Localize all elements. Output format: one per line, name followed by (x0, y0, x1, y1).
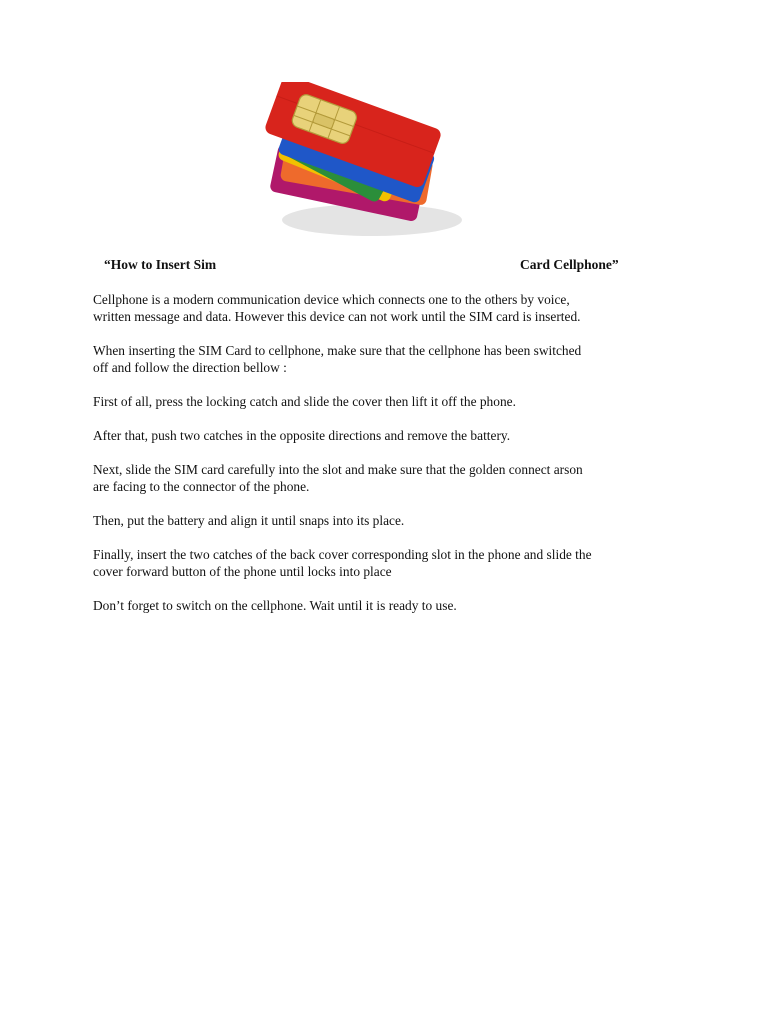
paragraph-line: Don’t forget to switch on the cellphone. Wait until it is ready to use. (93, 598, 457, 613)
paragraph (93, 597, 693, 614)
paragraph-line: Next, slide the SIM card carefully into the slot and make sure that the golden connect arson (93, 462, 583, 477)
paragraph (93, 291, 693, 325)
sim-cards-icon (252, 82, 470, 248)
paragraph (93, 512, 693, 529)
body-text (93, 291, 693, 631)
paragraph (93, 546, 693, 580)
paragraph-line: are facing to the connector of the phone. (93, 479, 310, 494)
paragraph-line: cover forward button of the phone until locks into place (93, 564, 392, 579)
paragraph-line: Cellphone is a modern communication device which connects one to the others by voice, (93, 292, 570, 307)
paragraph (93, 342, 693, 376)
paragraph-line: Then, put the battery and align it until snaps into its place. (93, 513, 405, 528)
paragraph-line: First of all, press the locking catch and slide the cover then lift it off the phone. (93, 394, 516, 409)
document-title-part-1: “How to Insert Sim (104, 257, 217, 272)
paragraph-line: After that, push two catches in the opposite directions and remove the battery. (93, 428, 511, 443)
paragraph-line: Finally, insert the two catches of the back cover corresponding slot in the phone and slide the (93, 547, 592, 562)
document-title-part-2: Card Cellphone” (520, 257, 619, 272)
paragraph-line: When inserting the SIM Card to cellphone, make sure that the cellphone has been switched (93, 343, 582, 358)
paragraph (93, 427, 693, 444)
paragraph (93, 393, 693, 410)
paragraph (93, 461, 693, 495)
paragraph-line: off and follow the direction bellow : (93, 360, 287, 375)
paragraph-line: written message and data. However this device can not work until the SIM card is inserted. (93, 309, 581, 324)
